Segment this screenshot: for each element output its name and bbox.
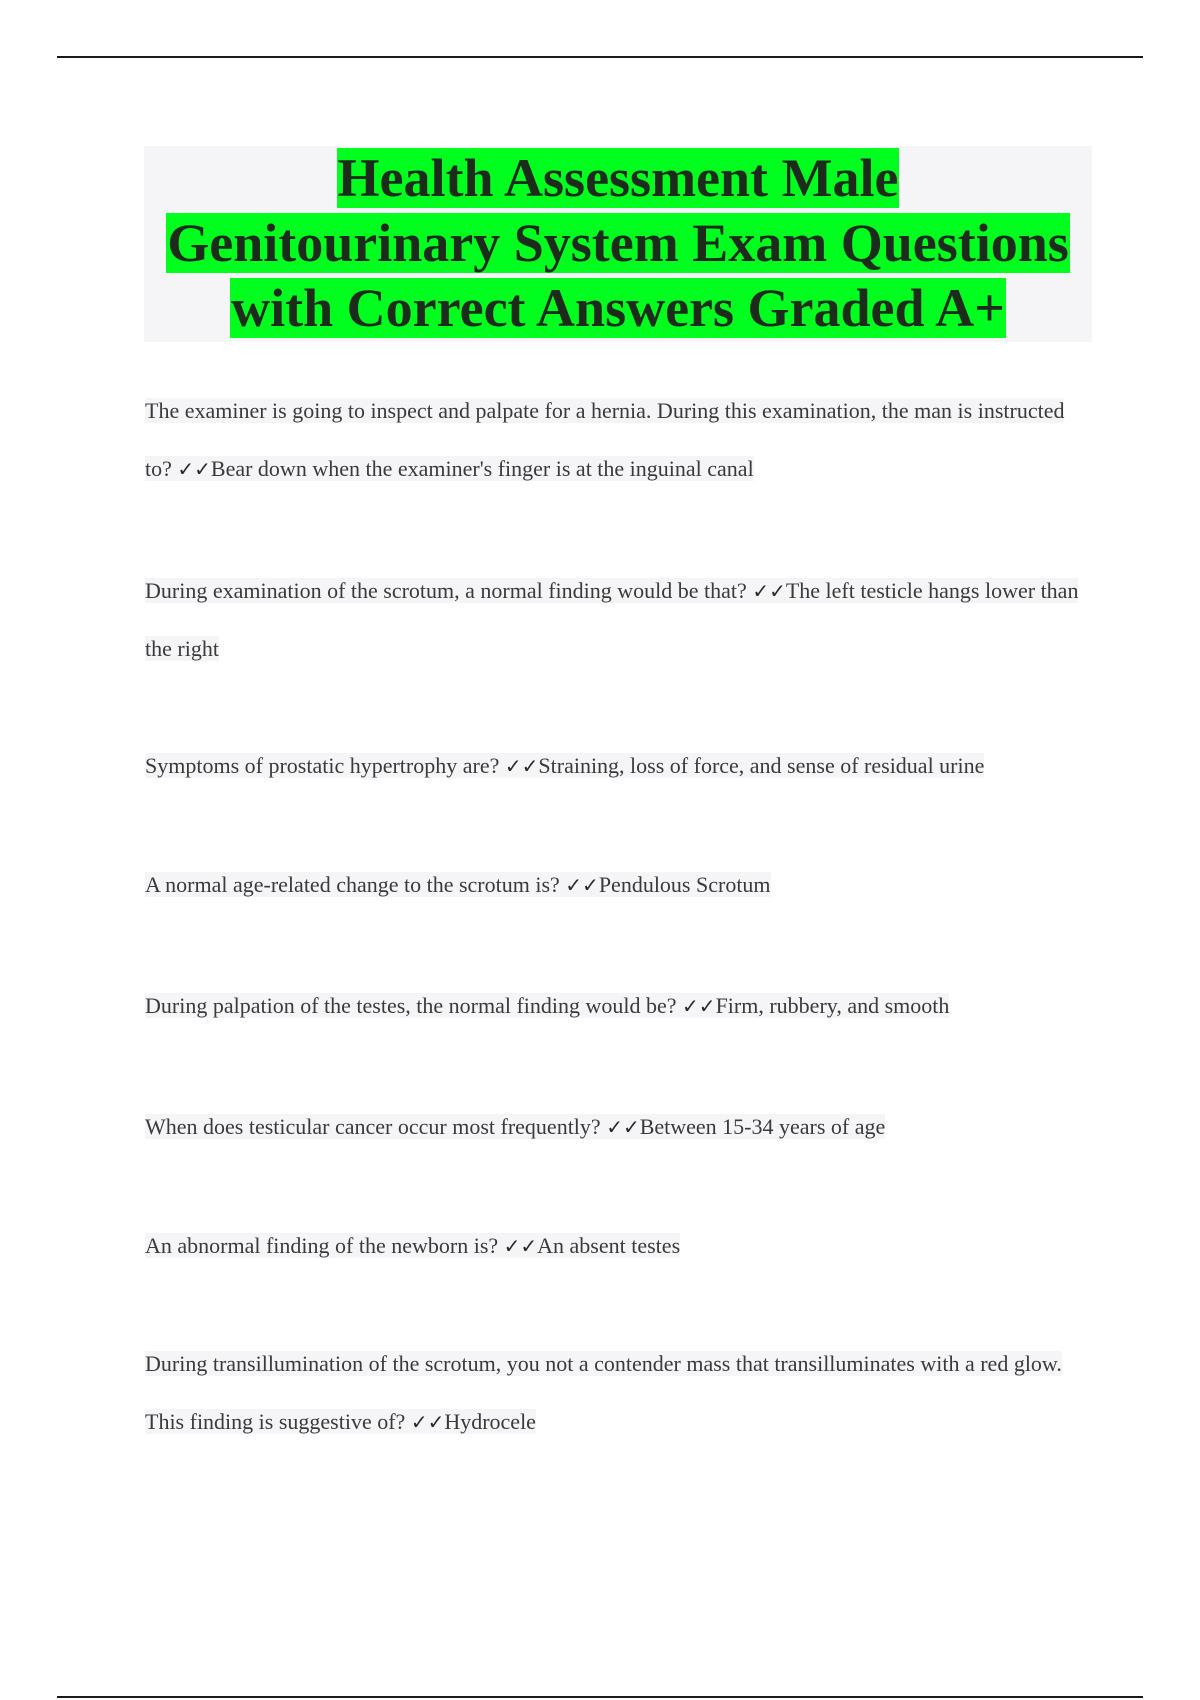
qa-item-6 [145,1098,1085,1156]
qa-item-3 [145,737,1085,795]
answer-text: Between 15-34 years of age [639,1114,886,1139]
answer-text: Firm, rubbery, and smooth [715,993,950,1018]
title-line-2: Genitourinary System Exam Questions [167,213,1069,273]
answer-text: The left testicle hangs lower than the right [145,578,1079,661]
title-line-3: with Correct Answers Graded A+ [231,278,1005,338]
double-check-icon: ✓✓ [503,1234,538,1258]
double-check-icon: ✓✓ [606,1115,640,1139]
document-title [144,146,1092,341]
double-check-icon: ✓✓ [752,579,786,603]
answer-text: Pendulous Scrotum [598,872,771,897]
title-block [144,146,1092,342]
answer-text: Bear down when the examiner's finger is at the inguinal canal [210,456,754,481]
qa-item-2 [145,562,1085,678]
question-text: When does testicular cancer occur most frequently? [145,1114,601,1139]
question-text: A normal age-related change to the scrotum is? [145,872,560,897]
question-text: During examination of the scrotum, a normal finding would be that? [145,578,747,603]
question-text: During palpation of the testes, the normal finding would be? [145,993,677,1018]
double-check-icon: ✓✓ [410,1410,445,1434]
title-line-1: Health Assessment Male [337,148,899,208]
qa-item-4 [145,856,1085,914]
qa-item-1 [145,382,1085,498]
question-text: Symptoms of prostatic hypertrophy are? [145,753,500,778]
answer-text: Straining, loss of force, and sense of residual urine [538,753,985,778]
double-check-icon: ✓✓ [682,994,716,1018]
question-text: During transillumination of the scrotum, you not a contender mass that transilluminates with a red glow. This finding is suggestive of? [145,1351,1062,1434]
double-check-icon: ✓✓ [565,873,599,897]
qa-item-7 [145,1217,1085,1275]
double-check-icon: ✓✓ [504,754,539,778]
question-text: The examiner is going to inspect and palpate for a hernia. During this examination, the man is instructed to? [145,398,1065,481]
answer-text: An absent testes [537,1233,681,1258]
question-text: An abnormal finding of the newborn is? [145,1233,499,1258]
qa-item-8 [145,1335,1085,1451]
double-check-icon: ✓✓ [177,457,211,481]
top-rule [57,56,1143,58]
qa-item-5 [145,977,1085,1035]
bottom-rule [57,1696,1143,1698]
answer-text: Hydrocele [444,1409,536,1434]
